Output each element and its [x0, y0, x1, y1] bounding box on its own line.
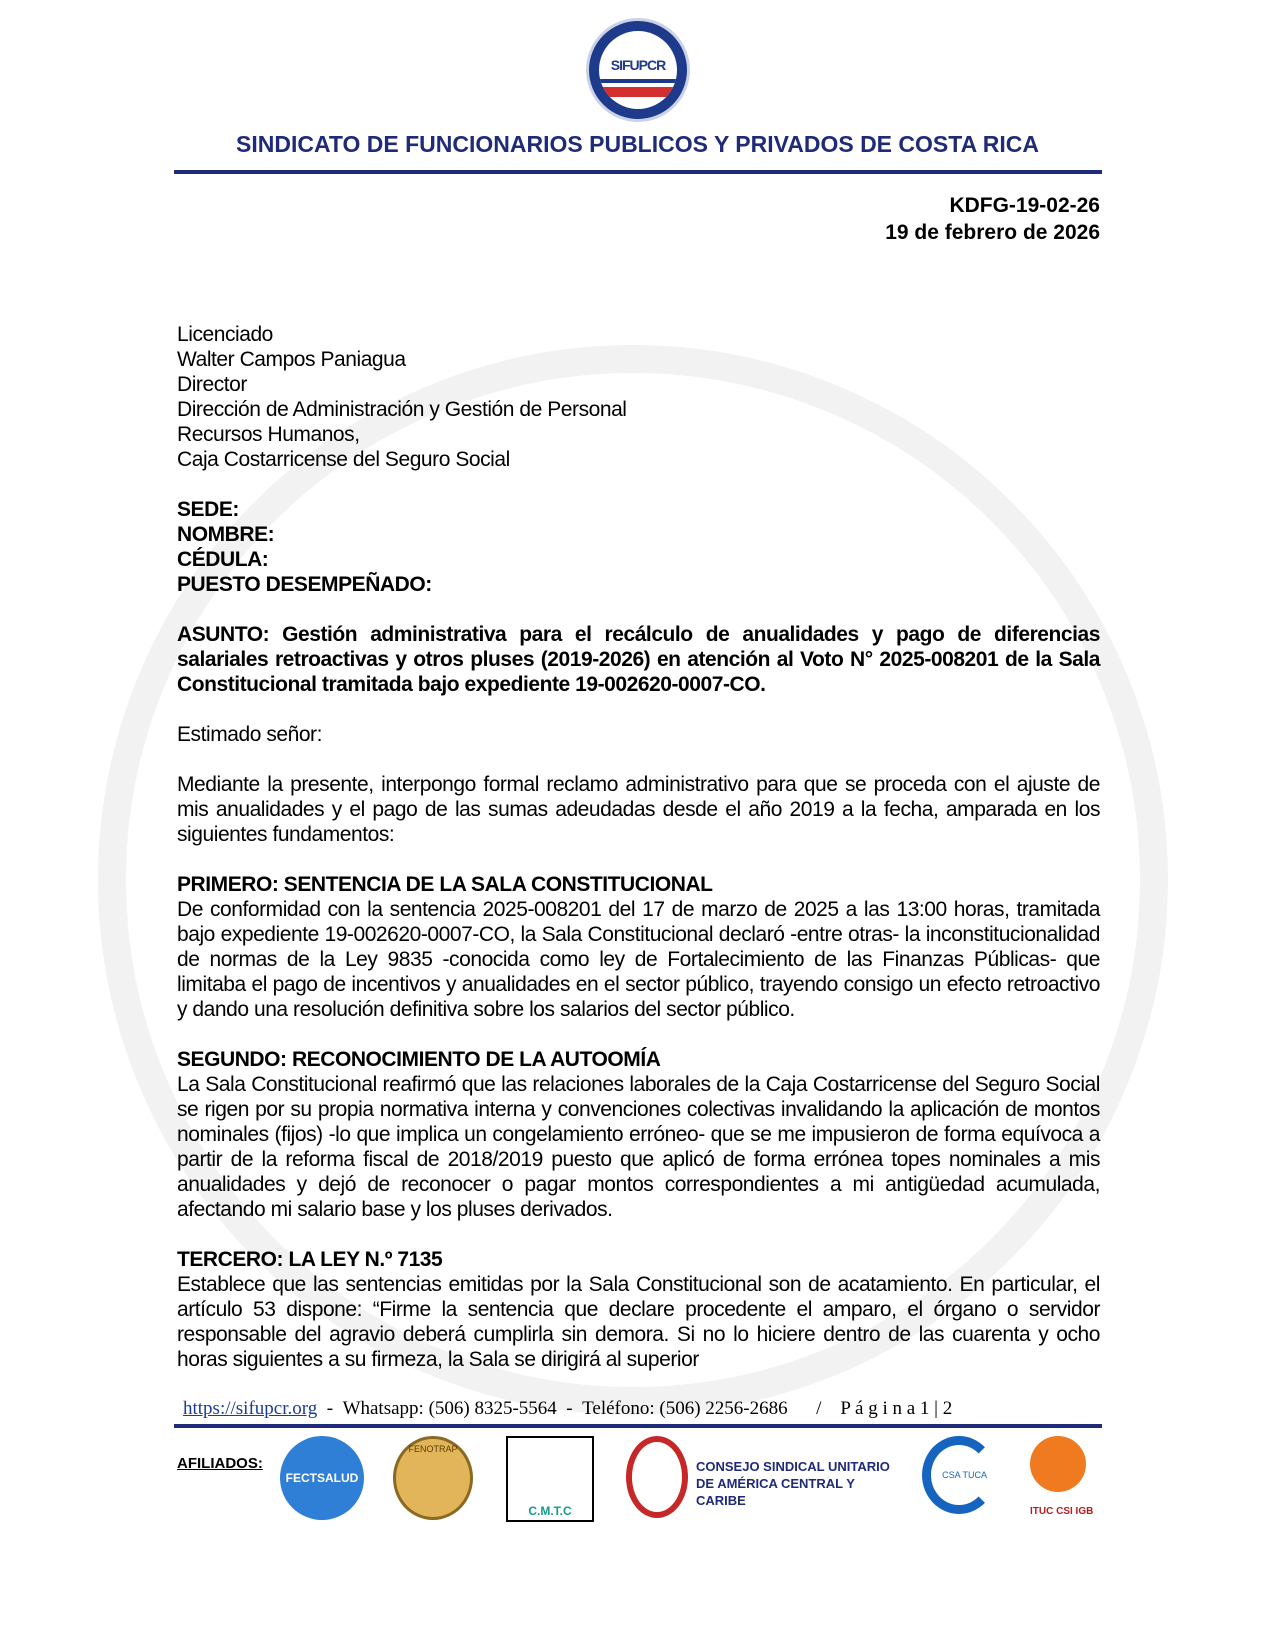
- recipient-line: Licenciado: [177, 323, 273, 346]
- section-heading: SEGUNDO: RECONOCIMIENTO DE LA AUTOOMÍA: [177, 1048, 661, 1071]
- recipient-block: [177, 322, 1100, 472]
- field-label: SEDE:: [177, 498, 239, 521]
- fenotrap-logo: FENOTRAP: [393, 1436, 473, 1520]
- field-label: CÉDULA:: [177, 548, 269, 571]
- section-text: Establece que las sentencias emitidas por la Sala Constitucional son de acatamiento. En particular, el artículo 53 dispone: “Firme la sentencia que declare procedente el amparo, el órgano o servidor responsable del agravio deberá cumplirla sin demora. Si no lo hiciere dentro de las cuarenta y ocho horas siguientes a su firmeza, la Sala se dirigirá al superior: [177, 1273, 1100, 1371]
- recipient-line: Director: [177, 373, 247, 396]
- phone: Teléfono: (506) 2256-2686: [582, 1398, 788, 1419]
- recipient-line: Caja Costarricense del Seguro Social: [177, 448, 510, 471]
- page-footer: [0, 1398, 1275, 1548]
- cmtc-logo: C.M.T.C: [506, 1436, 594, 1522]
- section-heading: TERCERO: LA LEY N.º 7135: [177, 1248, 443, 1271]
- greeting: Estimado señor:: [177, 723, 322, 746]
- page-number: P á g i n a 1 | 2: [840, 1398, 953, 1419]
- website-link[interactable]: https://sifupcr.org: [183, 1398, 318, 1419]
- reference-date: 19 de febrero de 2026: [885, 221, 1100, 244]
- reference-code: KDFG-19-02-26: [949, 194, 1100, 217]
- sifupcr-logo: SIFUPCR: [586, 18, 690, 122]
- recipient-line: Walter Campos Paniagua: [177, 348, 406, 371]
- footer-contact: https://sifupcr.org - Whatsapp: (506) 8325-5564 - Teléfono: (506) 2256-2686 / P á g i n a 1 | 2: [183, 1398, 953, 1419]
- field-label: NOMBRE:: [177, 523, 275, 546]
- csa-tuca-logo: CSA TUCA: [922, 1436, 996, 1514]
- organization-title: SINDICATO DE FUNCIONARIOS PUBLICOS Y PRIVADOS DE COSTA RICA: [236, 131, 1039, 157]
- letter-body: [177, 0, 1100, 1372]
- field-label: PUESTO DESEMPEÑADO:: [177, 573, 432, 596]
- fields-block: [177, 497, 1100, 597]
- section-text: De conformidad con la sentencia 2025-008201 del 17 de marzo de 2025 a las 13:00 horas, tramitada bajo expediente 19-002620-0007-CO, la Sala Constitucional declaró -entre otras- la inconstitucionalidad de normas de la Ley 9835 -conocida como ley de Fortalecimiento de las Finanzas Públicas- que limitaba el pago de incentivos y anualidades en el sector público, trayendo consigo un efecto retroactivo y dando una resolución definitiva sobre los salarios del sector público.: [177, 898, 1100, 1021]
- subject: ASUNTO: Gestión administrativa para el recálculo de anualidades y pago de diferencias salariales retroactivas y otros pluses (2019-2026) en atención al Voto N° 2025-008201 de la Sala Constitucional tramitada bajo expediente 19-002620-0007-CO.: [177, 623, 1100, 696]
- affiliates-label: AFILIADOS:: [177, 1455, 263, 1472]
- section-tercero: [177, 1247, 1100, 1372]
- ituc-logo-mark: [1030, 1436, 1086, 1492]
- section-segundo: [177, 1047, 1100, 1222]
- whatsapp: Whatsapp: (506) 8325-5564: [342, 1398, 557, 1419]
- intro-paragraph: Mediante la presente, interpongo formal reclamo administrativo para que se proceda con el ajuste de mis anualidades y el pago de las sumas adeudadas desde el año 2019 a la fecha, amparada en los siguientes fundamentos:: [177, 773, 1100, 846]
- section-heading: PRIMERO: SENTENCIA DE LA SALA CONSTITUCIONAL: [177, 873, 713, 896]
- footer-divider: [174, 1424, 1102, 1428]
- section-primero: [177, 872, 1100, 1022]
- fectsalud-logo: FECTSALUD: [280, 1436, 364, 1520]
- csu-logo-text: CONSEJO SINDICAL UNITARIO DE AMÉRICA CENTRAL Y CARIBE: [696, 1459, 890, 1508]
- ituc-logo-text: ITUC CSI IGB: [1030, 1506, 1094, 1517]
- recipient-line: Dirección de Administración y Gestión de Personal: [177, 398, 627, 421]
- section-text: La Sala Constitucional reafirmó que las relaciones laborales de la Caja Costarricense del Seguro Social se rigen por su propia normativa interna y convenciones colectivas invalidando la aplicación de montos nominales (fijos) -lo que implica un congelamiento erróneo- que se me impusieron de forma equívoca a partir de la reforma fiscal de 2018/2019 puesto que aplicó de forma errónea topes nominales a mis anualidades y dejó de reconocer o pagar montos correspondientes a mi antigüedad acumulada, afectando mi salario base y los pluses derivados.: [177, 1073, 1100, 1221]
- csu-logo-mark: [626, 1436, 688, 1518]
- recipient-line: Recursos Humanos,: [177, 423, 360, 446]
